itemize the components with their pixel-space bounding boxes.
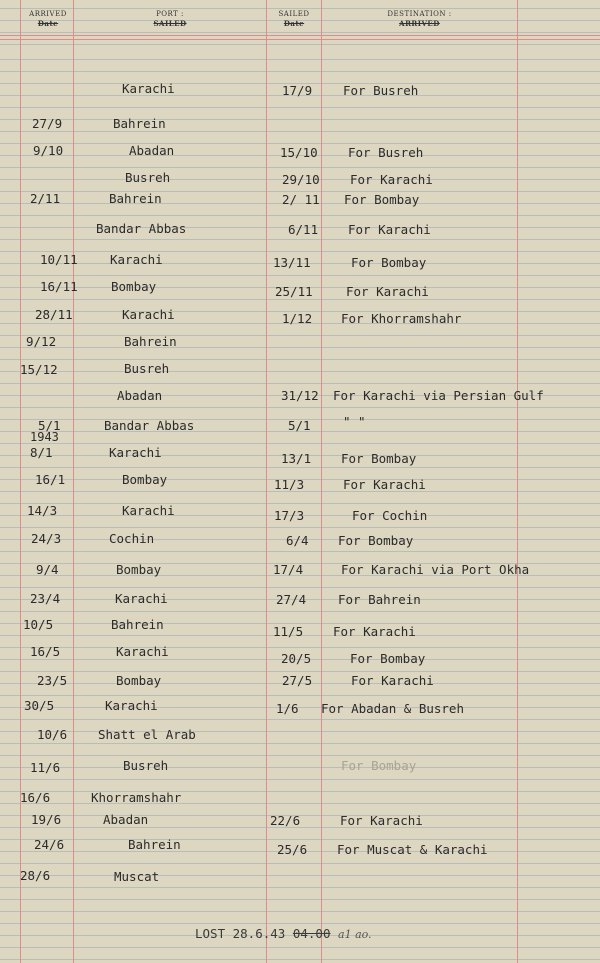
row-28-arrived: 24/6 <box>34 837 65 852</box>
row-27-sailed: 22/6 <box>270 813 301 828</box>
row-25-destination: For Bombay <box>341 758 417 773</box>
row-14-port: Bombay <box>122 472 168 487</box>
rule-header-top <box>0 35 600 36</box>
header-sailed-label: SAILED <box>278 10 310 18</box>
header-arrived-label: ARRIVED <box>29 10 67 18</box>
row-20-arrived: 10/5 <box>23 617 54 632</box>
row-11-port: Abadan <box>117 388 163 403</box>
row-14-destination: For Bombay <box>341 451 417 466</box>
header-port <box>74 10 266 28</box>
row-13-arrived: 8/1 <box>30 445 53 460</box>
row-9-arrived: 9/12 <box>26 334 57 349</box>
lost-date: LOST 28.6.43 <box>195 926 286 941</box>
row-8-sailed: 1/12 <box>282 311 313 326</box>
row-21-arrived: 16/5 <box>30 644 61 659</box>
rule-sailed-destination <box>321 0 322 963</box>
row-3-sailed: 29/10 <box>282 172 320 187</box>
row-23-arrived: 30/5 <box>24 698 55 713</box>
rule-left-margin <box>20 0 21 963</box>
row-29-port: Muscat <box>114 869 160 884</box>
row-27-destination: For Karachi <box>340 813 423 828</box>
row-5-destination: For Karachi <box>348 222 431 237</box>
row-10-arrived: 15/12 <box>20 362 58 377</box>
row-17-arrived: 24/3 <box>31 531 62 546</box>
row-9-port: Bahrein <box>124 334 177 349</box>
row-19-sailed: 27/4 <box>276 592 307 607</box>
header-arrived-struck: Date <box>37 19 59 28</box>
row-6-port: Karachi <box>110 252 163 267</box>
header-destination <box>322 10 517 28</box>
row-7-destination: For Karachi <box>346 284 429 299</box>
row-16-sailed: 17/3 <box>274 508 305 523</box>
row-24-port: Shatt el Arab <box>98 727 196 742</box>
row-14-arrived: 16/1 <box>35 472 66 487</box>
row-19-arrived: 23/4 <box>30 591 61 606</box>
row-7-sailed: 25/11 <box>275 284 313 299</box>
row-7-port: Bombay <box>111 279 157 294</box>
row-0-sailed: 17/9 <box>282 83 313 98</box>
row-8-destination: For Khorramshahr <box>341 311 462 326</box>
row-6-destination: For Bombay <box>351 255 427 270</box>
row-21-port: Karachi <box>116 644 169 659</box>
row-8-port: Karachi <box>122 307 175 322</box>
row-18-destination: For Karachi via Port Okha <box>341 562 530 577</box>
row-6-sailed: 13/11 <box>273 255 311 270</box>
row-20-destination: For Karachi <box>333 624 416 639</box>
row-16-port: Karachi <box>122 503 175 518</box>
year-note: 1943 <box>30 430 59 444</box>
row-12-port: Bandar Abbas <box>104 418 195 433</box>
rule-destination-right <box>517 0 518 963</box>
row-22-sailed: 27/5 <box>282 673 313 688</box>
row-28-destination: For Muscat & Karachi <box>337 842 488 857</box>
row-27-arrived: 19/6 <box>31 812 62 827</box>
header-port-label: PORT : <box>156 10 184 18</box>
row-3-port: Busreh <box>125 170 171 185</box>
row-11-destination: For Karachi via Persian Gulf <box>333 388 544 403</box>
row-14-sailed: 13/1 <box>281 451 312 466</box>
row-25-arrived: 11/6 <box>30 760 61 775</box>
row-21-destination: For Bombay <box>350 651 426 666</box>
row-2-sailed: 15/10 <box>280 145 318 160</box>
row-23-sailed: 1/6 <box>276 701 299 716</box>
row-1-port: Bahrein <box>113 116 166 131</box>
row-5-port: Bandar Abbas <box>96 221 187 236</box>
header-port-struck: SAILED <box>153 19 187 28</box>
row-26-port: Khorramshahr <box>91 790 182 805</box>
row-3-destination: For Karachi <box>350 172 433 187</box>
row-11-sailed: 31/12 <box>281 388 319 403</box>
row-20-port: Bahrein <box>111 617 164 632</box>
row-1-arrived: 27/9 <box>32 116 63 131</box>
row-8-arrived: 28/11 <box>35 307 73 322</box>
row-13-port: Karachi <box>109 445 162 460</box>
row-16-destination: For Cochin <box>352 508 428 523</box>
row-7-arrived: 16/11 <box>40 279 78 294</box>
row-17-sailed: 6/4 <box>286 533 309 548</box>
row-12-destination: " " <box>343 414 366 429</box>
row-15-destination: For Karachi <box>343 477 426 492</box>
row-24-arrived: 10/6 <box>37 727 68 742</box>
row-0-port: Karachi <box>122 81 175 96</box>
row-2-arrived: 9/10 <box>33 143 64 158</box>
row-20-sailed: 11/5 <box>273 624 304 639</box>
row-22-arrived: 23/5 <box>37 673 68 688</box>
row-29-arrived: 28/6 <box>20 868 51 883</box>
row-21-sailed: 20/5 <box>281 651 312 666</box>
row-28-port: Bahrein <box>128 837 181 852</box>
rule-header-bottom <box>0 39 600 40</box>
rule-arrived-port <box>73 0 74 963</box>
row-6-arrived: 10/11 <box>40 252 78 267</box>
row-12-sailed: 5/1 <box>288 418 311 433</box>
row-12-arrived: 5/1 <box>38 418 61 433</box>
row-4-sailed: 2/ 11 <box>282 192 320 207</box>
lost-note <box>195 926 372 941</box>
row-26-arrived: 16/6 <box>20 790 51 805</box>
header-sailed-struck: Date <box>283 19 305 28</box>
row-22-port: Bombay <box>116 673 162 688</box>
row-19-destination: For Bahrein <box>338 592 421 607</box>
row-17-destination: For Bombay <box>338 533 414 548</box>
row-25-port: Busreh <box>123 758 169 773</box>
row-10-port: Busreh <box>124 361 170 376</box>
lost-time-struck: 04.00 <box>292 926 331 941</box>
header-destination-label: DESTINATION : <box>387 10 452 18</box>
row-28-sailed: 25/6 <box>277 842 308 857</box>
row-0-destination: For Busreh <box>343 83 419 98</box>
header-arrived <box>22 10 74 28</box>
header-sailed <box>267 10 321 28</box>
row-15-sailed: 11/3 <box>274 477 305 492</box>
row-4-arrived: 2/11 <box>30 191 61 206</box>
row-18-sailed: 17/4 <box>273 562 304 577</box>
row-4-destination: For Bombay <box>344 192 420 207</box>
row-19-port: Karachi <box>115 591 168 606</box>
row-22-destination: For Karachi <box>351 673 434 688</box>
row-2-port: Abadan <box>129 143 175 158</box>
row-18-arrived: 9/4 <box>36 562 59 577</box>
row-5-sailed: 6/11 <box>288 222 319 237</box>
row-4-port: Bahrein <box>109 191 162 206</box>
rule-port-sailed <box>266 0 267 963</box>
row-23-destination: For Abadan & Busreh <box>321 701 464 716</box>
row-23-port: Karachi <box>105 698 158 713</box>
row-17-port: Cochin <box>109 531 155 546</box>
row-18-port: Bombay <box>116 562 162 577</box>
row-16-arrived: 14/3 <box>27 503 58 518</box>
row-27-port: Abadan <box>103 812 149 827</box>
header-destination-struck: ARRIVED <box>399 19 440 28</box>
lost-handwritten-note: a1 ao. <box>338 928 372 941</box>
row-2-destination: For Busreh <box>348 145 424 160</box>
